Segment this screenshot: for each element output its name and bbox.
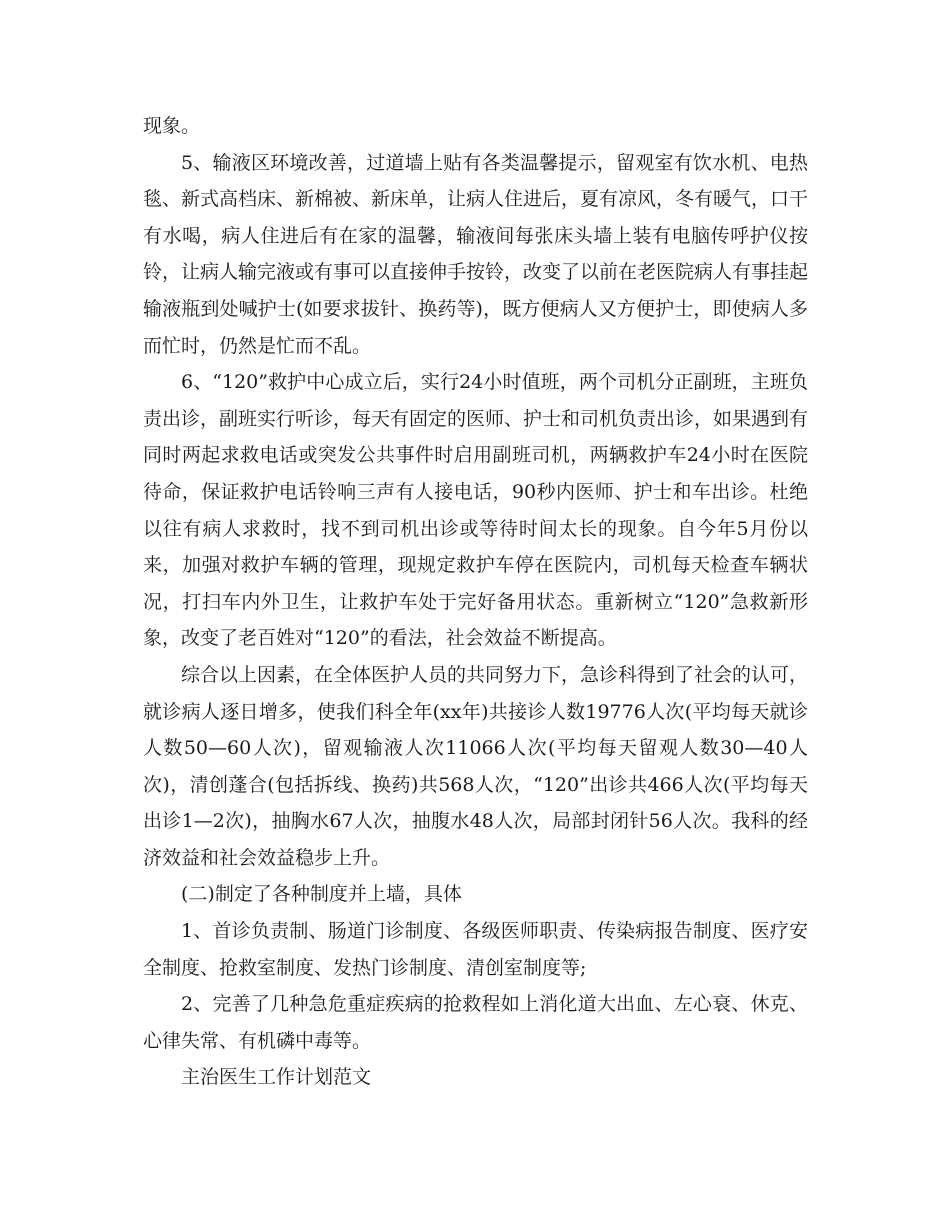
- paragraph-item-6: 6、“120”救护中心成立后，实行24小时值班，两个司机分正副班，主班负责出诊，副班实行听诊，每天有固定的医师、护士和司机负责出诊，如果遇到有同时两起求救电话或突发公共事件时启用副班司机，两辆救护车24小时在医院待命，保证救护电话铃响三声有人接电话，90秒内医师、护士和车出诊。杜绝以往有病人求救时，找不到司机出诊或等待时间太长的现象。自今年5月份以来，加强对救护车辆的管理，现规定救护车停在医院内，司机每天检查车辆状况，打扫车内外卫生，让救护车处于完好备用状态。重新树立“120”急救新形象，改变了老百姓对“120”的看法，社会效益不断提高。: [143, 371, 809, 650]
- paragraph-continuation: 现象。: [143, 115, 201, 137]
- paragraph-item-5: 5、输液区环境改善，过道墙上贴有各类温馨提示，留观室有饮水机、电热毯、新式高档床、新棉被、新床单，让病人住进后，夏有凉风，冬有暖气，口干有水喝，病人住进后有在家的温馨，输液间每张床头墙上装有电脑传呼护仪按铃，让病人输完液或有事可以直接伸手按铃，改变了以前在老医院病人有事挂起输液瓶到处喊护士(如要求拔针、换药等)，既方便病人又方便护士，即使病人多而忙时，仍然是忙而不乱。: [143, 151, 809, 357]
- paragraph-rule-1: 1、首诊负责制、肠道门诊制度、各级医师职责、传染病报告制度、医疗安全制度、抢救室制度、发热门诊制度、清创室制度等;: [143, 920, 808, 979]
- paragraph-rule-2: 2、完善了几种急危重症疾病的抢救程如上消化道大出血、左心衰、休克、心律失常、有机磷中毒等。: [143, 993, 808, 1052]
- paragraph-summary: 综合以上因素，在全体医护人员的共同努力下，急诊科得到了社会的认可，就诊病人逐日增多，使我们科全年(xx年)共接诊人数19776人次(平均每天就诊人数50—60人次)，留观输液人次11066人次(平均每天留观人数30—40人次)，清创蓬合(包括拆线、换药)共568人次，“120”出诊共466人次(平均每天出诊1—2次)，抽胸水67人次，抽腹水48人次，局部封闭针56人次。我科的经济效益和社会效益稳步上升。: [143, 663, 809, 869]
- section-heading: (二)制定了各种制度并上墙，具体: [181, 883, 462, 906]
- document-closing-title: 主治医生工作计划范文: [181, 1066, 372, 1089]
- document-body: [143, 108, 808, 1096]
